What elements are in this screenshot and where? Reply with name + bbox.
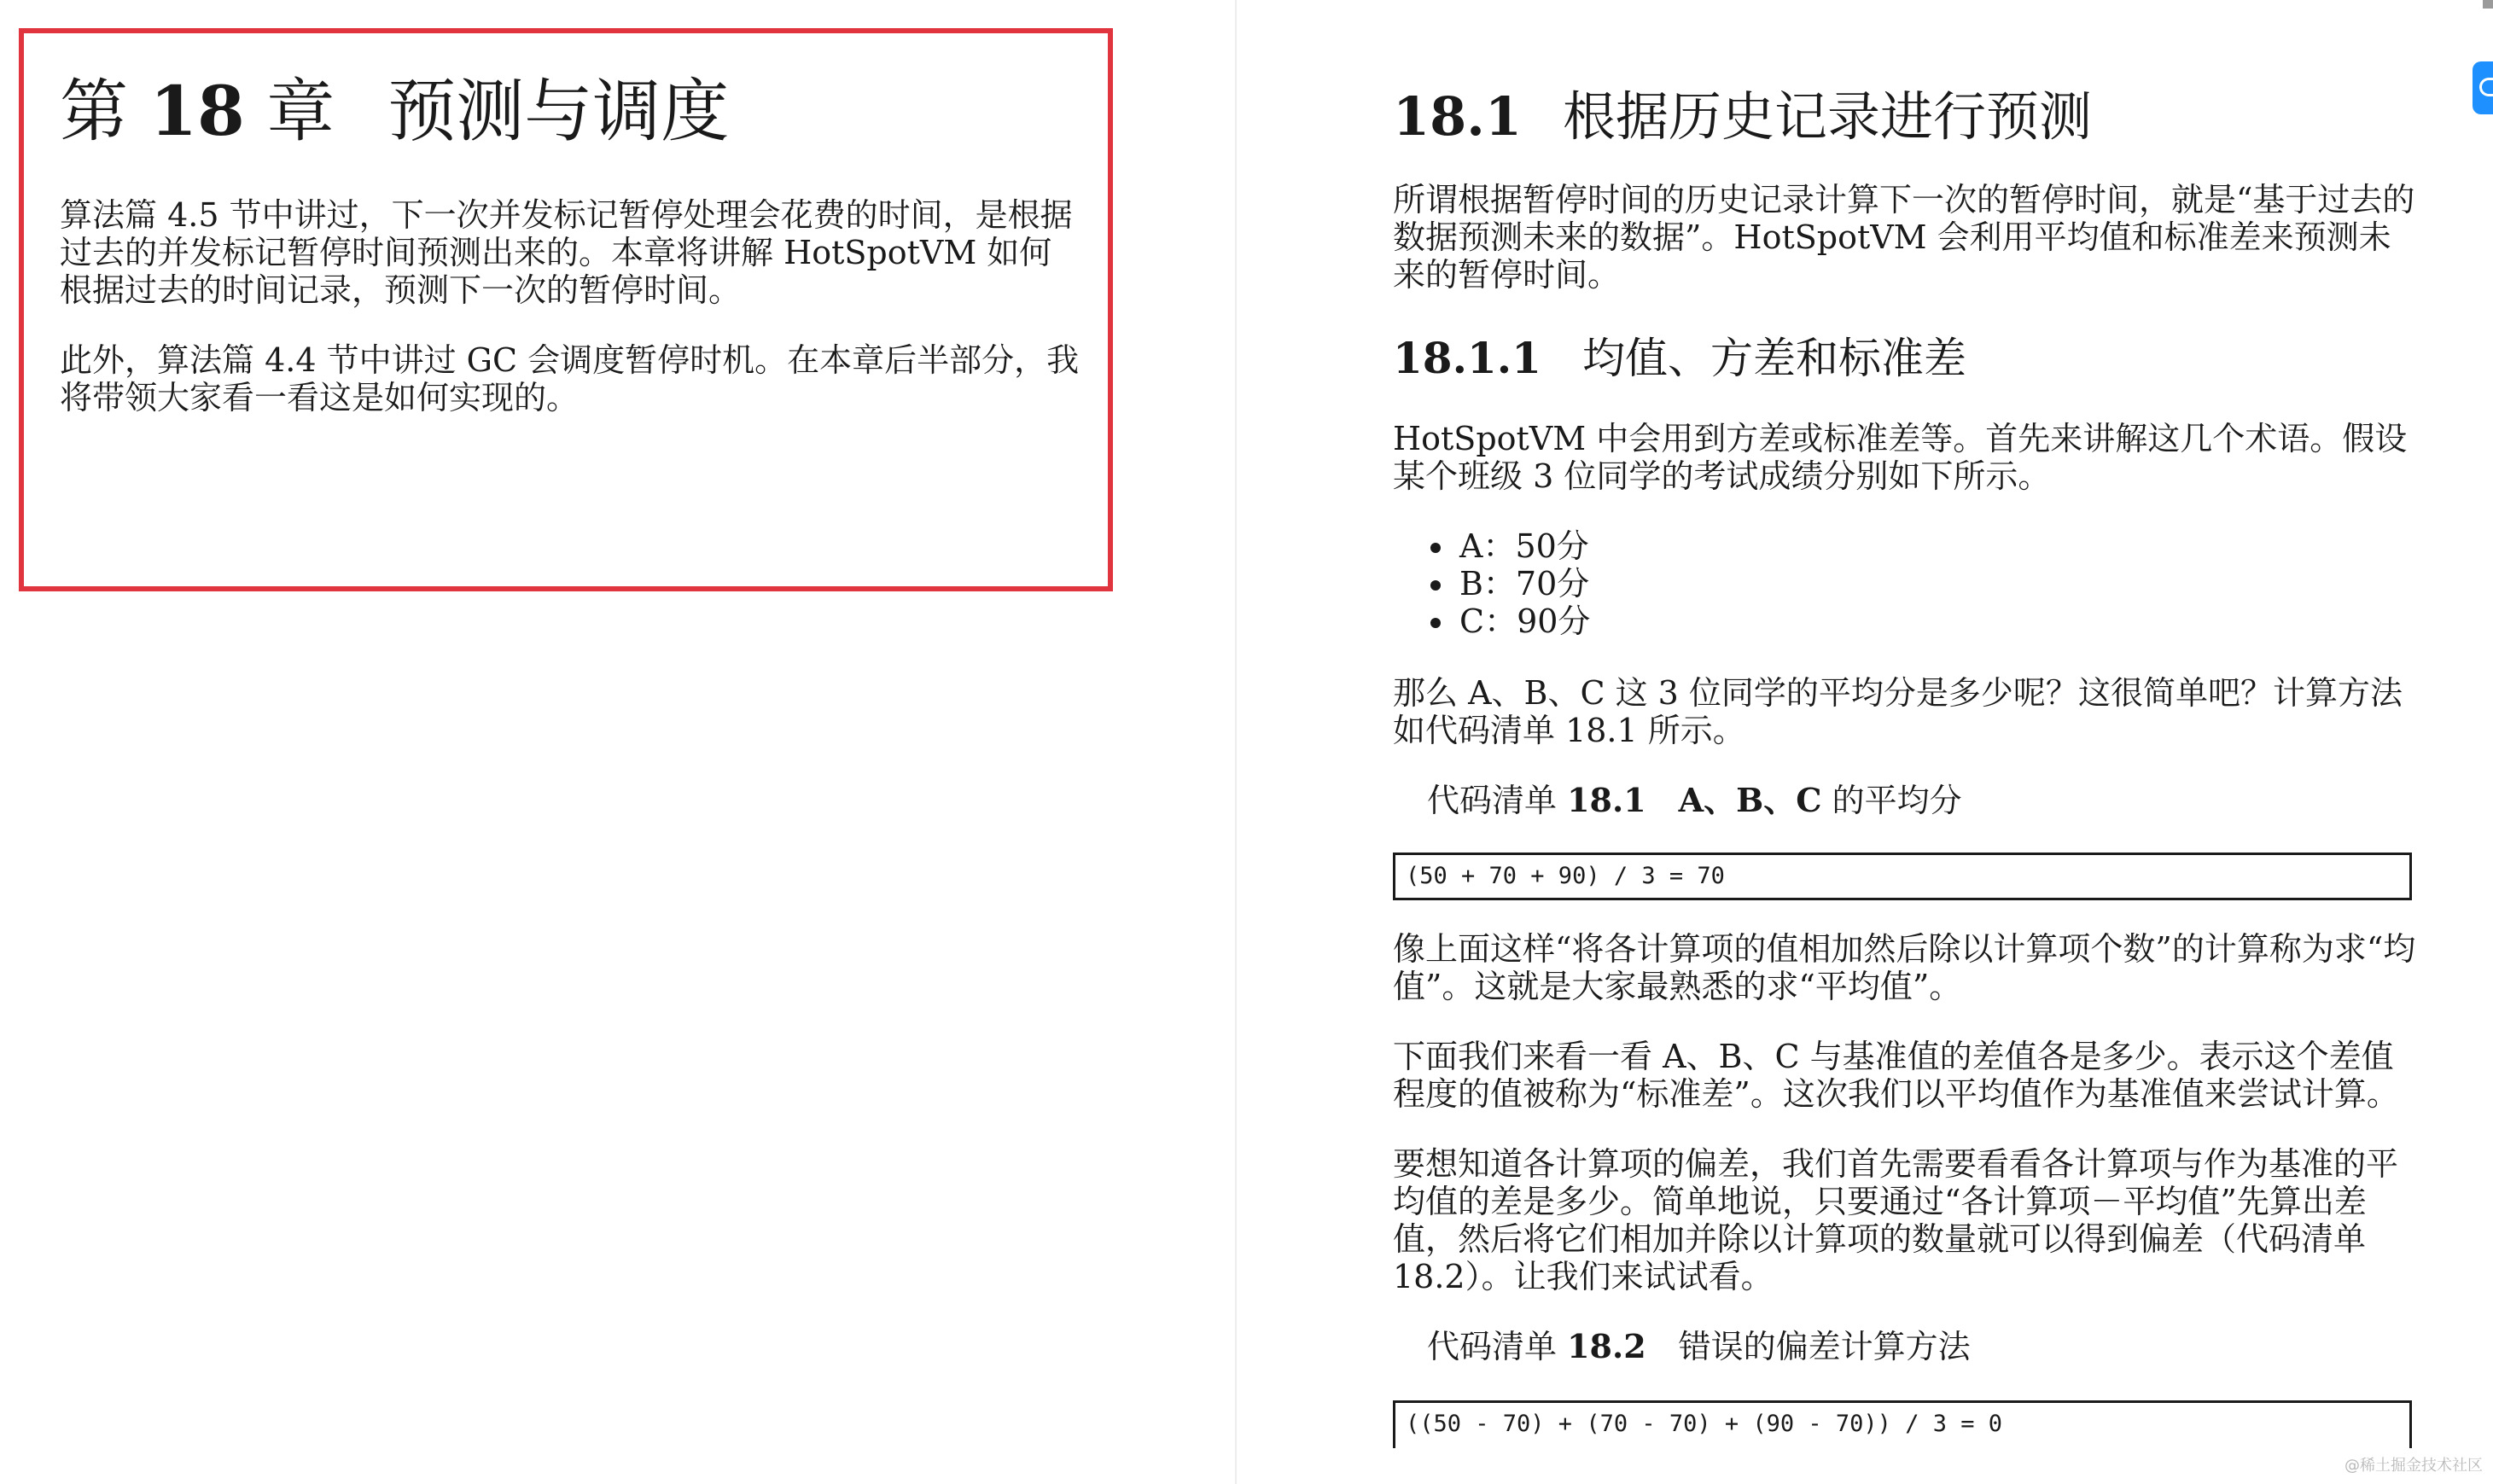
chapter-title	[60, 70, 729, 153]
list-item	[1393, 565, 1590, 602]
corner-mark	[2483, 0, 2493, 9]
chapter-prefix: 第	[60, 72, 128, 151]
list-item	[1393, 602, 1590, 640]
code-block-2: ((50 - 70) + (70 - 70) + (90 - 70)) / 3 = 0	[1393, 1400, 2412, 1448]
subsection-number: 18.1.1	[1393, 333, 1541, 383]
page-divider	[1235, 0, 1237, 1484]
listing-caption-1	[1427, 782, 1962, 819]
bullet-icon	[1430, 580, 1441, 591]
subsection-intro-paragraph: HotSpotVM 中会用到方差或标准差等。首先来讲解这几个术语。假设某个班级 3 位同学的考试成绩分别如下所示。	[1393, 420, 2408, 495]
score-text: A：50分	[1459, 527, 1589, 565]
code-block-1: (50 + 70 + 90) / 3 = 70	[1393, 853, 2412, 900]
deviation-paragraph: 要想知道各计算项的偏差，我们首先需要看看各计算项与作为基准的平均值的差是多少。简单地说，只要通过“各计算项－平均值”先算出差值，然后将它们相加并除以计算项的数量就可以得到偏差（代码清单 18.2）。让我们来试试看。	[1393, 1145, 2399, 1295]
listing-desc-bold: A、B、C	[1678, 781, 1822, 819]
share-icon	[2479, 78, 2493, 96]
score-text: B：70分	[1459, 565, 1590, 602]
mean-paragraph: 像上面这样“将各计算项的值相加然后除以计算项个数”的计算称为求“均值”。这就是大家最熟悉的求“平均值”。	[1393, 930, 2416, 1005]
score-text: C：90分	[1459, 602, 1591, 640]
listing-label: 代码清单	[1427, 782, 1558, 819]
average-question-paragraph: 那么 A、B、C 这 3 位同学的平均分是多少呢？这很简单吧？计算方法如代码清单 18.1 所示。	[1393, 674, 2403, 749]
section-intro-paragraph: 所谓根据暂停时间的历史记录计算下一次的暂停时间，就是“基于过去的数据预测未来的数据”。HotSpotVM 会利用平均值和标准差来预测未来的暂停时间。	[1393, 181, 2415, 294]
listing-desc: 错误的偏差计算方法	[1678, 1328, 1971, 1365]
bullet-icon	[1430, 618, 1441, 628]
listing-desc: 的平均分	[1821, 782, 1962, 819]
listing-number: 18.1	[1567, 781, 1646, 819]
list-item	[1393, 527, 1590, 565]
section-number: 18.1	[1393, 85, 1523, 148]
listing-label: 代码清单	[1427, 1328, 1558, 1365]
chapter-scheduling-paragraph: 此外，算法篇 4.4 节中讲过 GC 会调度暂停时机。在本章后半部分，我将带领大家看一看这是如何实现的。	[60, 341, 1080, 416]
section-name: 根据历史记录进行预测	[1563, 85, 2093, 148]
side-share-tab[interactable]	[2473, 61, 2493, 114]
chapter-suffix: 章	[266, 72, 335, 151]
listing-caption-2	[1427, 1328, 1971, 1365]
bullet-icon	[1430, 543, 1441, 553]
score-list	[1393, 527, 1590, 640]
chapter-name: 预测与调度	[387, 72, 730, 151]
listing-number: 18.2	[1567, 1327, 1646, 1365]
subsection-title	[1393, 333, 1966, 384]
watermark: @稀土掘金技术社区	[2344, 1457, 2483, 1475]
subsection-name: 均值、方差和标准差	[1581, 334, 1966, 383]
chapter-intro-paragraph: 算法篇 4.5 节中讲过，下一次并发标记暂停处理会花费的时间，是根据过去的并发标记暂停时间预测出来的。本章将讲解 HotSpotVM 如何根据过去的时间记录，预测下一次的暂停时间。	[60, 196, 1073, 309]
std-paragraph: 下面我们来看一看 A、B、C 与基准值的差值各是多少。表示这个差值程度的值被称为“标准差”。这次我们以平均值作为基准值来尝试计算。	[1393, 1038, 2399, 1113]
chapter-number: 18	[149, 71, 245, 151]
section-title	[1393, 85, 2092, 148]
left-page	[0, 0, 1236, 1484]
